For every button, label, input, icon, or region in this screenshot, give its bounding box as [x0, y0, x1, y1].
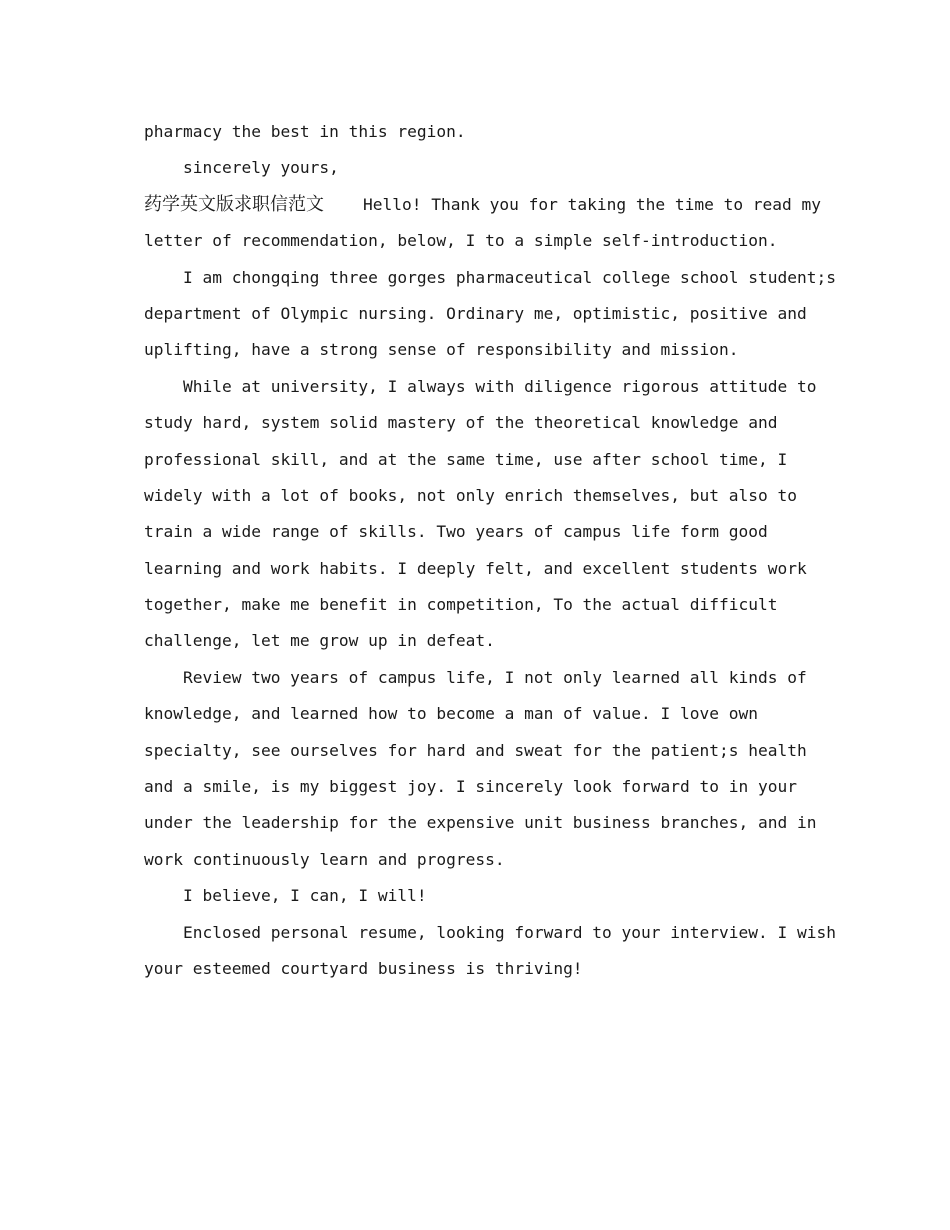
text-line: professional skill, and at the same time, use after school time, I [144, 449, 788, 469]
text-line: work continuously learn and progress. [144, 849, 505, 869]
text-line: and a smile, is my biggest joy. I sincerely look forward to in your [144, 777, 797, 797]
heading-line [144, 187, 822, 223]
text-line: together, make me benefit in competition, To the actual difficult [144, 595, 778, 615]
text-line: While at university, I always with diligence rigorous attitude to [144, 376, 817, 396]
text-line: challenge, let me grow up in defeat. [144, 631, 495, 651]
closing-line: sincerely yours, [144, 158, 339, 178]
text-line: knowledge, and learned how to become a man of value. I love own [144, 704, 758, 724]
text-line: train a wide range of skills. Two years of campus life form good [144, 522, 768, 542]
greeting-text: Hello! Thank you for taking the time to read my [324, 194, 822, 214]
text-line: your esteemed courtyard business is thriving! [144, 958, 583, 978]
text-line: department of Olympic nursing. Ordinary me, optimistic, positive and [144, 303, 807, 323]
text-line: I am chongqing three gorges pharmaceutical college school student;s [144, 267, 836, 287]
text-line: study hard, system solid mastery of the theoretical knowledge and [144, 413, 778, 433]
text-line: under the leadership for the expensive unit business branches, and in [144, 813, 817, 833]
text-line: pharmacy the best in this region. [144, 122, 466, 141]
text-line: widely with a lot of books, not only enrich themselves, but also to [144, 485, 797, 505]
text-line: uplifting, have a strong sense of responsibility and mission. [144, 340, 739, 360]
text-line: Review two years of campus life, I not only learned all kinds of [144, 667, 807, 687]
text-line: Enclosed personal resume, looking forward to your interview. I wish [144, 922, 836, 942]
text-line: I believe, I can, I will! [144, 886, 427, 906]
text-line: letter of recommendation, below, I to a simple self-introduction. [144, 231, 778, 251]
letter-title: 药学英文版求职信范文 [144, 193, 324, 215]
letter-body [144, 114, 836, 987]
text-line: specialty, see ourselves for hard and sweat for the patient;s health [144, 740, 807, 760]
text-line: learning and work habits. I deeply felt, and excellent students work [144, 558, 807, 578]
